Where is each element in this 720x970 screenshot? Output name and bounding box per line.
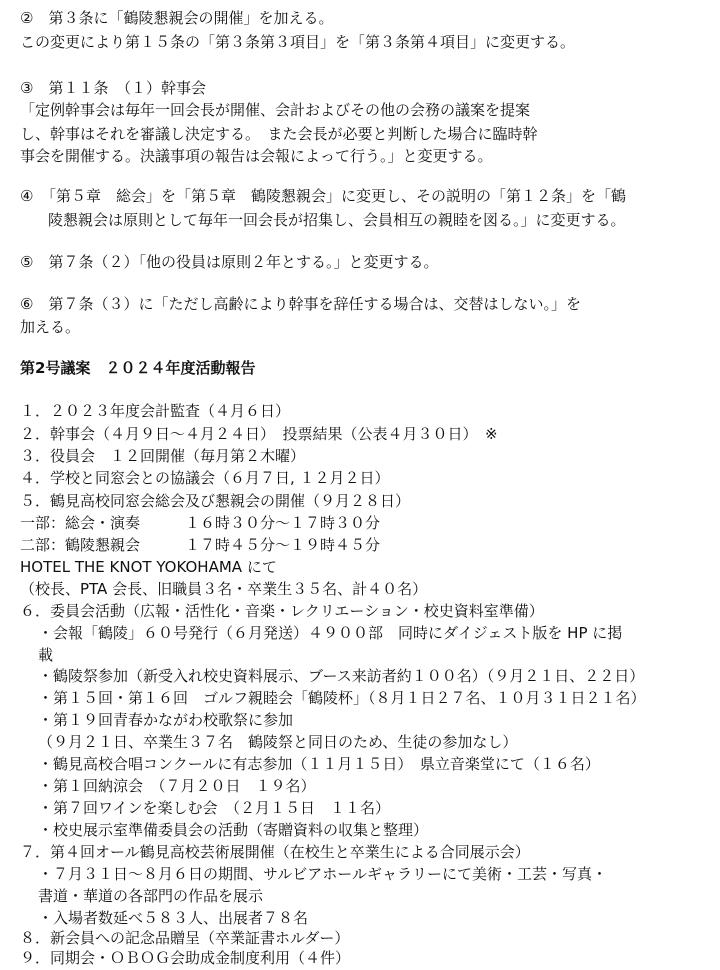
report-item-8: ８．新会員への記念品贈呈（卒業証書ホルダー） — [20, 929, 350, 947]
report-item-7-bullet-visitors: ・入場者数延べ５８３人、出展者７８名 — [38, 909, 309, 927]
amendment-6-line-2: 加える。 — [20, 318, 81, 336]
report-item-5-part1: 一部：総会・演奏 １６時３０分～１７時３０分 — [20, 514, 381, 532]
amendment-4-line-2: 陵懇親会は原則として毎年一回会長が招集し、会員相互の親睦を図る。」に変更する。 — [48, 211, 626, 229]
report-item-7-bullet-period: ・７月３１日～８月６日の期間、サルビアホールギャラリーにて美術・工芸・写真・ — [38, 865, 607, 883]
amendment-4-line-1: ④ 「第５章 総会」を「第５章 鶴陵懇親会」に変更し、その説明の「第１２条」を「鶴 — [20, 187, 626, 205]
report-item-5-attendees: （校長、PTA 会長、旧職員３名・卒業生３５名、計４０名） — [20, 580, 428, 598]
amendment-3-line-3: し、幹事はそれを審議し決定する。 また会長が必要と判断した場合に臨時幹 — [20, 125, 538, 143]
report-item-7-bullet-period-cont: 書道・華道の各部門の作品を展示 — [38, 887, 264, 905]
report-item-6-bullet-newsletter: ・会報「鶴陵」６０号発行（６月発送）４９００部 同時にダイジェスト版を HP に掲 — [38, 624, 623, 642]
report-item-4: ４．学校と同窓会との協議会（６月７日, １２月２日） — [20, 469, 390, 487]
report-item-1: １．２０２３年度会計監査（４月６日） — [20, 402, 291, 420]
amendment-2-line-1: ② 第３条に「鶴陵懇親会の開催」を加える。 — [20, 9, 334, 27]
report-item-5-part2: 二部：鶴陵懇親会 １７時４５分～１９時４５分 — [20, 536, 381, 554]
report-item-6-bullet-archive: ・校史展示室準備委員会の活動（寄贈資料の収集と整理） — [38, 821, 429, 839]
report-item-6-bullet-choir: ・鶴見高校合唱コンクールに有志参加（１１月１５日） 県立音楽堂にて（１６名） — [38, 755, 600, 773]
amendment-5-line-1: ⑤ 第７条（２）「他の役員は原則２年とする。」と変更する。 — [20, 253, 439, 271]
amendment-6-line-1: ⑥ 第７条（３）に「ただし高齢により幹事を辞任する場合は、交替はしない。」を — [20, 295, 581, 313]
report-item-6-bullet-golf: ・第１５回・第１６回 ゴルフ親睦会「鶴陵杯」（８月１日２７名、１０月３１日２１名） — [38, 689, 646, 707]
amendment-3-line-2: 「定例幹事会は毎年一回会長が開催、会計およびその他の会務の議案を提案 — [20, 101, 531, 119]
report-heading: 第2号議案 ２０２４年度活動報告 — [20, 359, 256, 377]
report-item-6-bullet-wine: ・第７回ワインを楽しむ会 （２月１５日 １１名） — [38, 799, 391, 817]
report-item-5: ５．鶴見高校同窓会総会及び懇親会の開催（９月２８日） — [20, 492, 411, 510]
report-item-6-bullet-summer-party: ・第１回納涼会 （７月２０日 １９名） — [38, 777, 316, 795]
report-item-2: ２．幹事会（４月９日～４月２４日） 投票結果（公表４月３０日） ※ — [20, 425, 498, 443]
report-item-6: ６．委員会活動（広報・活性化・音楽・レクリエーション・校史資料室準備） — [20, 602, 544, 620]
report-item-3: ３．役員会 １２回開催（毎月第２木曜） — [20, 447, 306, 465]
report-item-5-venue: HOTEL THE KNOT YOKOHAMA にて — [20, 558, 277, 576]
amendment-3-line-4: 事会を開催する。決議事項の報告は会報によって行う。」と変更する。 — [20, 147, 493, 165]
report-item-6-bullet-festival: ・鶴陵祭参加（新受入れ校史資料展示、ブース来訪者約１００名）（９月２１日、２２日） — [38, 667, 645, 685]
report-item-9: ９．同期会・ＯＢＯＧ会助成金制度利用（４件） — [20, 949, 351, 967]
report-item-6-bullet-school-song: ・第１９回青春かながわ校歌祭に参加 — [38, 711, 294, 729]
report-item-7: ７．第４回オール鶴見高校芸術展開催（在校生と卒業生による合同展示会） — [20, 843, 530, 861]
amendment-2-line-2: この変更により第１５条の「第３条第３項目」を「第３条第４項目」に変更する。 — [20, 33, 576, 51]
report-item-6-bullet-newsletter-cont: 載 — [38, 646, 54, 664]
amendment-3-line-1: ③ 第１１条 （１）幹事会 — [20, 79, 206, 97]
report-item-6-bullet-school-song-detail: （９月２１日、卒業生３７名 鶴陵祭と同日のため、生徒の参加なし） — [38, 733, 518, 751]
